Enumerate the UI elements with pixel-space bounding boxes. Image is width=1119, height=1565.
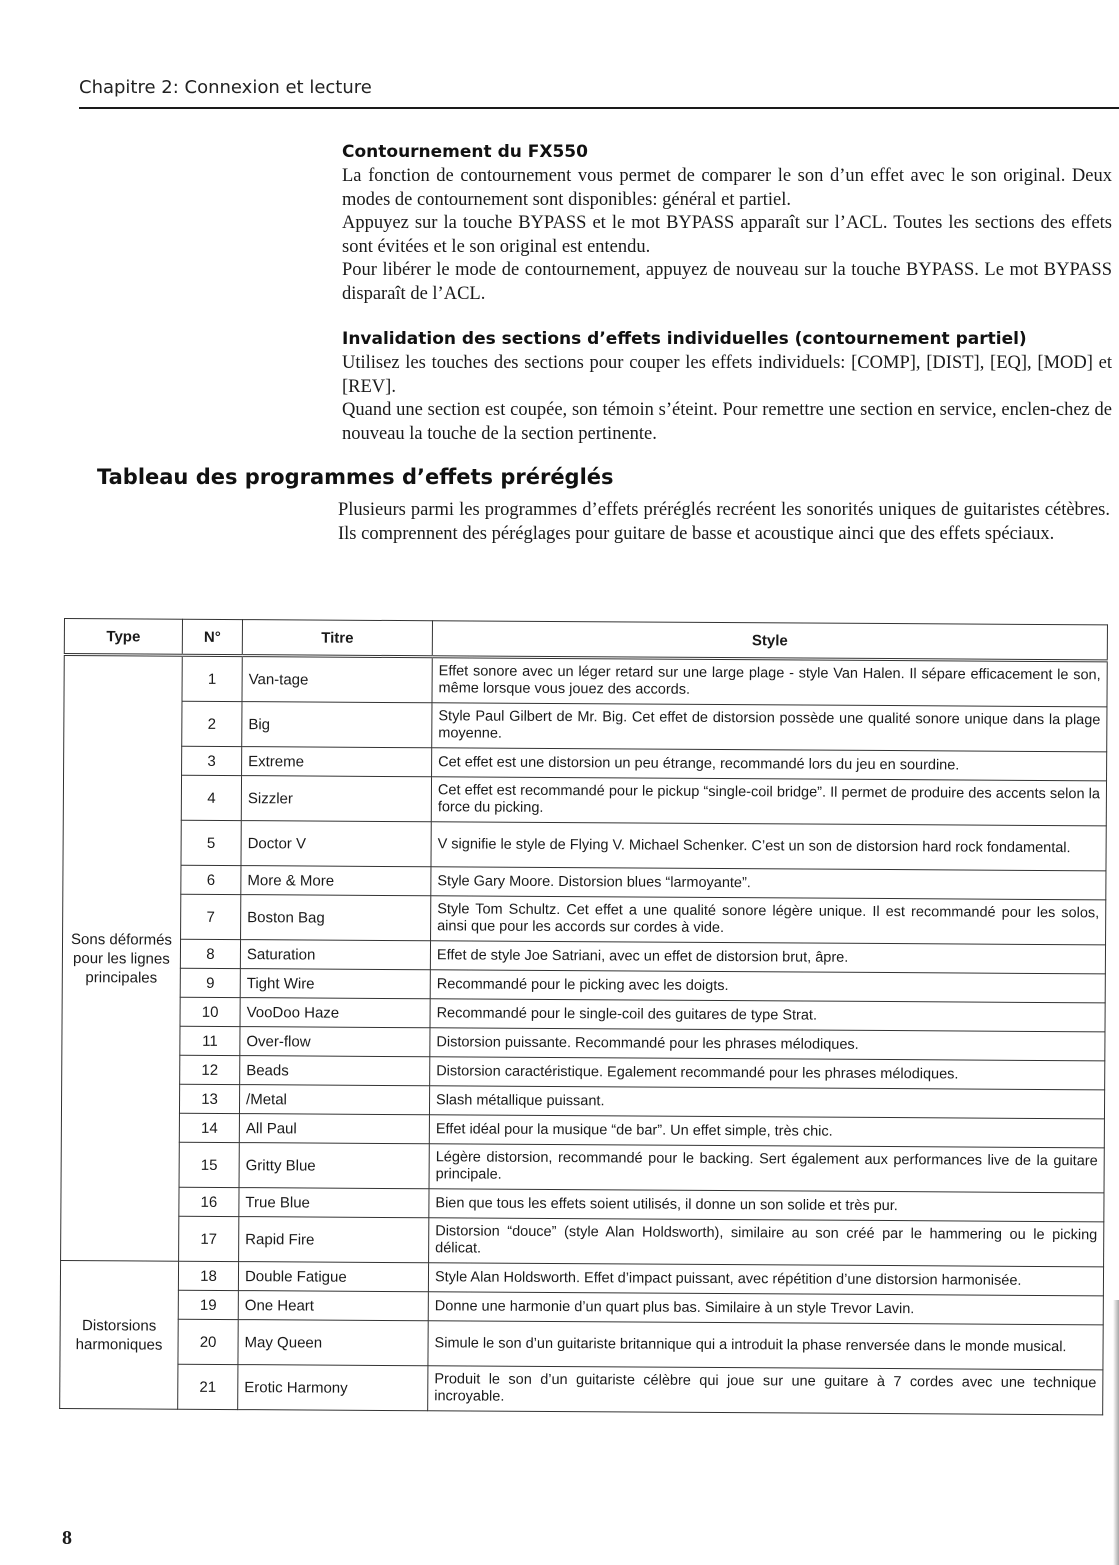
row-style: Distorsion caractéristique. Egalement recommandé pour les phrases mélodiques.: [430, 1057, 1105, 1090]
row-style: Recommandé pour le picking avec les doigts.: [430, 970, 1105, 1003]
row-style: Bien que tous les effets soient utilisés, il donne un son solide et très pur.: [429, 1189, 1104, 1222]
row-title: /Metal: [239, 1085, 429, 1115]
row-number: 14: [179, 1113, 239, 1142]
table-row: [61, 1141, 1104, 1192]
row-style: Cet effet est une distorsion un peu étrange, recommandé lors du jeu en sourdine.: [432, 748, 1107, 781]
col-header-type: Type: [64, 619, 182, 656]
section-partial-p2: Quand une section est coupée, son témoin s’éteint. Pour remettre une section en service, enclen-chez de nouveau la touche de la section pertinente.: [342, 400, 1112, 444]
table-row: [60, 1363, 1103, 1414]
row-style: Style Tom Schultz. Cet effet a une qualité sonore légère unique. Il est recommandé pour les solos, ainsi que pour les accords sur cordes à vide.: [431, 896, 1106, 945]
scan-edge-shadow: [1113, 1300, 1119, 1565]
row-number: 9: [180, 968, 240, 997]
row-title: Extreme: [242, 747, 432, 777]
table-row: [63, 775, 1106, 826]
section-partial-p1: Utilisez les touches des sections pour couper les effets individuels: [COMP], [DIST], [EQ], [MOD] et [REV].: [342, 353, 1112, 397]
row-title: Erotic Harmony: [238, 1365, 428, 1411]
row-style: Simule le son d’un guitariste britannique qui a introduit la phase renversée dans le monde musical.: [428, 1321, 1103, 1370]
col-header-style: Style: [432, 621, 1107, 661]
row-number: 7: [181, 894, 241, 939]
row-number: 1: [182, 655, 242, 701]
section-bypass-title: Contournement du FX550: [342, 142, 588, 162]
row-style: Recommandé pour le single-coil des guitares de type Strat.: [430, 999, 1105, 1032]
row-style: Effet sonore avec un léger retard sur une large plage - style Van Halen. Il sépare efficacement le son, même lorsque vous jouez des accords.: [432, 657, 1107, 707]
row-style: Distorsion “douce” (style Alan Holdsworth), similaire au son créé par le hammering ou le picking délicat.: [429, 1218, 1104, 1267]
table-row: [60, 1318, 1103, 1369]
col-header-title: Titre: [242, 620, 432, 657]
row-number: 15: [179, 1142, 239, 1187]
row-style: V signifie le style de Flying V. Michael Schenker. C’est un son de distorsion hard rock fondamental.: [431, 822, 1106, 871]
table-row: [64, 655, 1107, 707]
row-style: Donne une harmonie d’un quart plus bas. Similaire à un style Trevor Lavin.: [428, 1292, 1103, 1325]
type-group-label: Sons déformés pour les lignes principales: [61, 655, 183, 1262]
row-style: Slash métallique puissant.: [429, 1086, 1104, 1119]
row-style: Style Gary Moore. Distorsion blues “larmoyante”.: [431, 867, 1106, 900]
row-title: Beads: [240, 1056, 430, 1086]
header-rule: [79, 107, 1119, 109]
section-partial-bypass: [342, 329, 1112, 446]
row-number: 5: [181, 820, 241, 865]
table-body: [60, 655, 1108, 1415]
row-number: 21: [178, 1364, 238, 1409]
row-title: Rapid Fire: [239, 1217, 429, 1263]
row-title: All Paul: [239, 1114, 429, 1144]
table-row: [61, 1215, 1104, 1266]
row-style: Légère distorsion, recommandé pour le backing. Sert également aux performances live de la guitare principale.: [429, 1144, 1104, 1193]
table-row: [63, 893, 1106, 944]
section-partial-title: Invalidation des sections d’effets individuelles (contournement partiel): [342, 329, 1027, 349]
section-bypass-p2: Appuyez sur la touche BYPASS et le mot BYPASS apparaît sur l’ACL. Toutes les sections des effets sont évitées et le son original est entendu.: [342, 213, 1112, 257]
table-row: [64, 701, 1107, 752]
row-number: 18: [178, 1261, 238, 1290]
section-bypass-p3: Pour libérer le mode de contournement, appuyez de nouveau sur la touche BYPASS. Le mot BYPASS disparaît de l’ACL.: [342, 260, 1112, 304]
presets-intro: Plusieurs parmi les programmes d’effets préréglés recréent les sonorités uniques de guitaristes cétèbres. Ils comprennent des péréglages pour guitare de basse et acoustique ainci que des effets spéciaux.: [338, 500, 1110, 544]
row-number: 12: [180, 1055, 240, 1084]
row-title: May Queen: [238, 1320, 428, 1366]
row-style: Distorsion puissante. Recommandé pour les phrases mélodiques.: [430, 1028, 1105, 1061]
row-style: Cet effet est recommandé pour le pickup “single-coil bridge”. Il permet de produire des accents selon la force du picking.: [431, 777, 1106, 826]
row-title: Big: [242, 702, 432, 748]
row-title: Doctor V: [241, 821, 431, 867]
row-style: Produit le son d’un guitariste célèbre qui joue sur une guitare à 7 cordes avec une technique incroyable.: [428, 1366, 1103, 1415]
row-number: 17: [179, 1216, 239, 1261]
row-number: 13: [179, 1084, 239, 1113]
row-number: 10: [180, 997, 240, 1026]
row-title: Gritty Blue: [239, 1143, 429, 1189]
row-title: Saturation: [240, 940, 430, 970]
row-number: 20: [178, 1319, 238, 1364]
row-number: 6: [181, 865, 241, 894]
chapter-header: Chapitre 2: Connexion et lecture: [79, 77, 372, 98]
row-title: Double Fatigue: [238, 1262, 428, 1292]
row-style: Effet de style Joe Satriani, avec un effet de distorsion brut, âpre.: [430, 941, 1105, 974]
presets-table: [59, 618, 1108, 1415]
type-group-label: Distorsions harmoniques: [60, 1260, 179, 1409]
row-title: Van-tage: [242, 656, 432, 703]
row-number: 19: [178, 1290, 238, 1319]
row-title: VooDoo Haze: [240, 998, 430, 1028]
page-number: 8: [62, 1527, 72, 1549]
section-bypass-p1: La fonction de contournement vous permet de comparer le son d’un effet avec le son original. Deux modes de contournement sont disponibles: général et partiel.: [342, 166, 1112, 210]
table-row: [63, 819, 1106, 870]
row-style: Style Alan Holdsworth. Effet d’impact puissant, avec répétition d’une distorsion harmonisée.: [428, 1263, 1103, 1296]
section-bypass: [342, 142, 1112, 306]
row-title: True Blue: [239, 1188, 429, 1218]
row-number: 4: [181, 775, 241, 820]
row-style: Effet idéal pour la musique “de bar”. Un effet simple, très chic.: [429, 1115, 1104, 1148]
col-header-num: N°: [182, 619, 242, 655]
row-title: Over-flow: [240, 1027, 430, 1057]
row-number: 16: [179, 1187, 239, 1216]
presets-heading: Tableau des programmes d’effets préréglés: [97, 465, 614, 489]
row-number: 11: [180, 1026, 240, 1055]
row-title: Boston Bag: [241, 895, 431, 941]
row-number: 8: [180, 939, 240, 968]
row-title: One Heart: [238, 1291, 428, 1321]
row-number: 2: [182, 701, 242, 746]
row-style: Style Paul Gilbert de Mr. Big. Cet effet de distorsion possède une qualité sonore unique dans la plage moyenne.: [432, 703, 1107, 752]
row-number: 3: [182, 746, 242, 775]
row-title: Tight Wire: [240, 969, 430, 999]
row-title: Sizzler: [241, 776, 431, 822]
row-title: More & More: [241, 866, 431, 896]
